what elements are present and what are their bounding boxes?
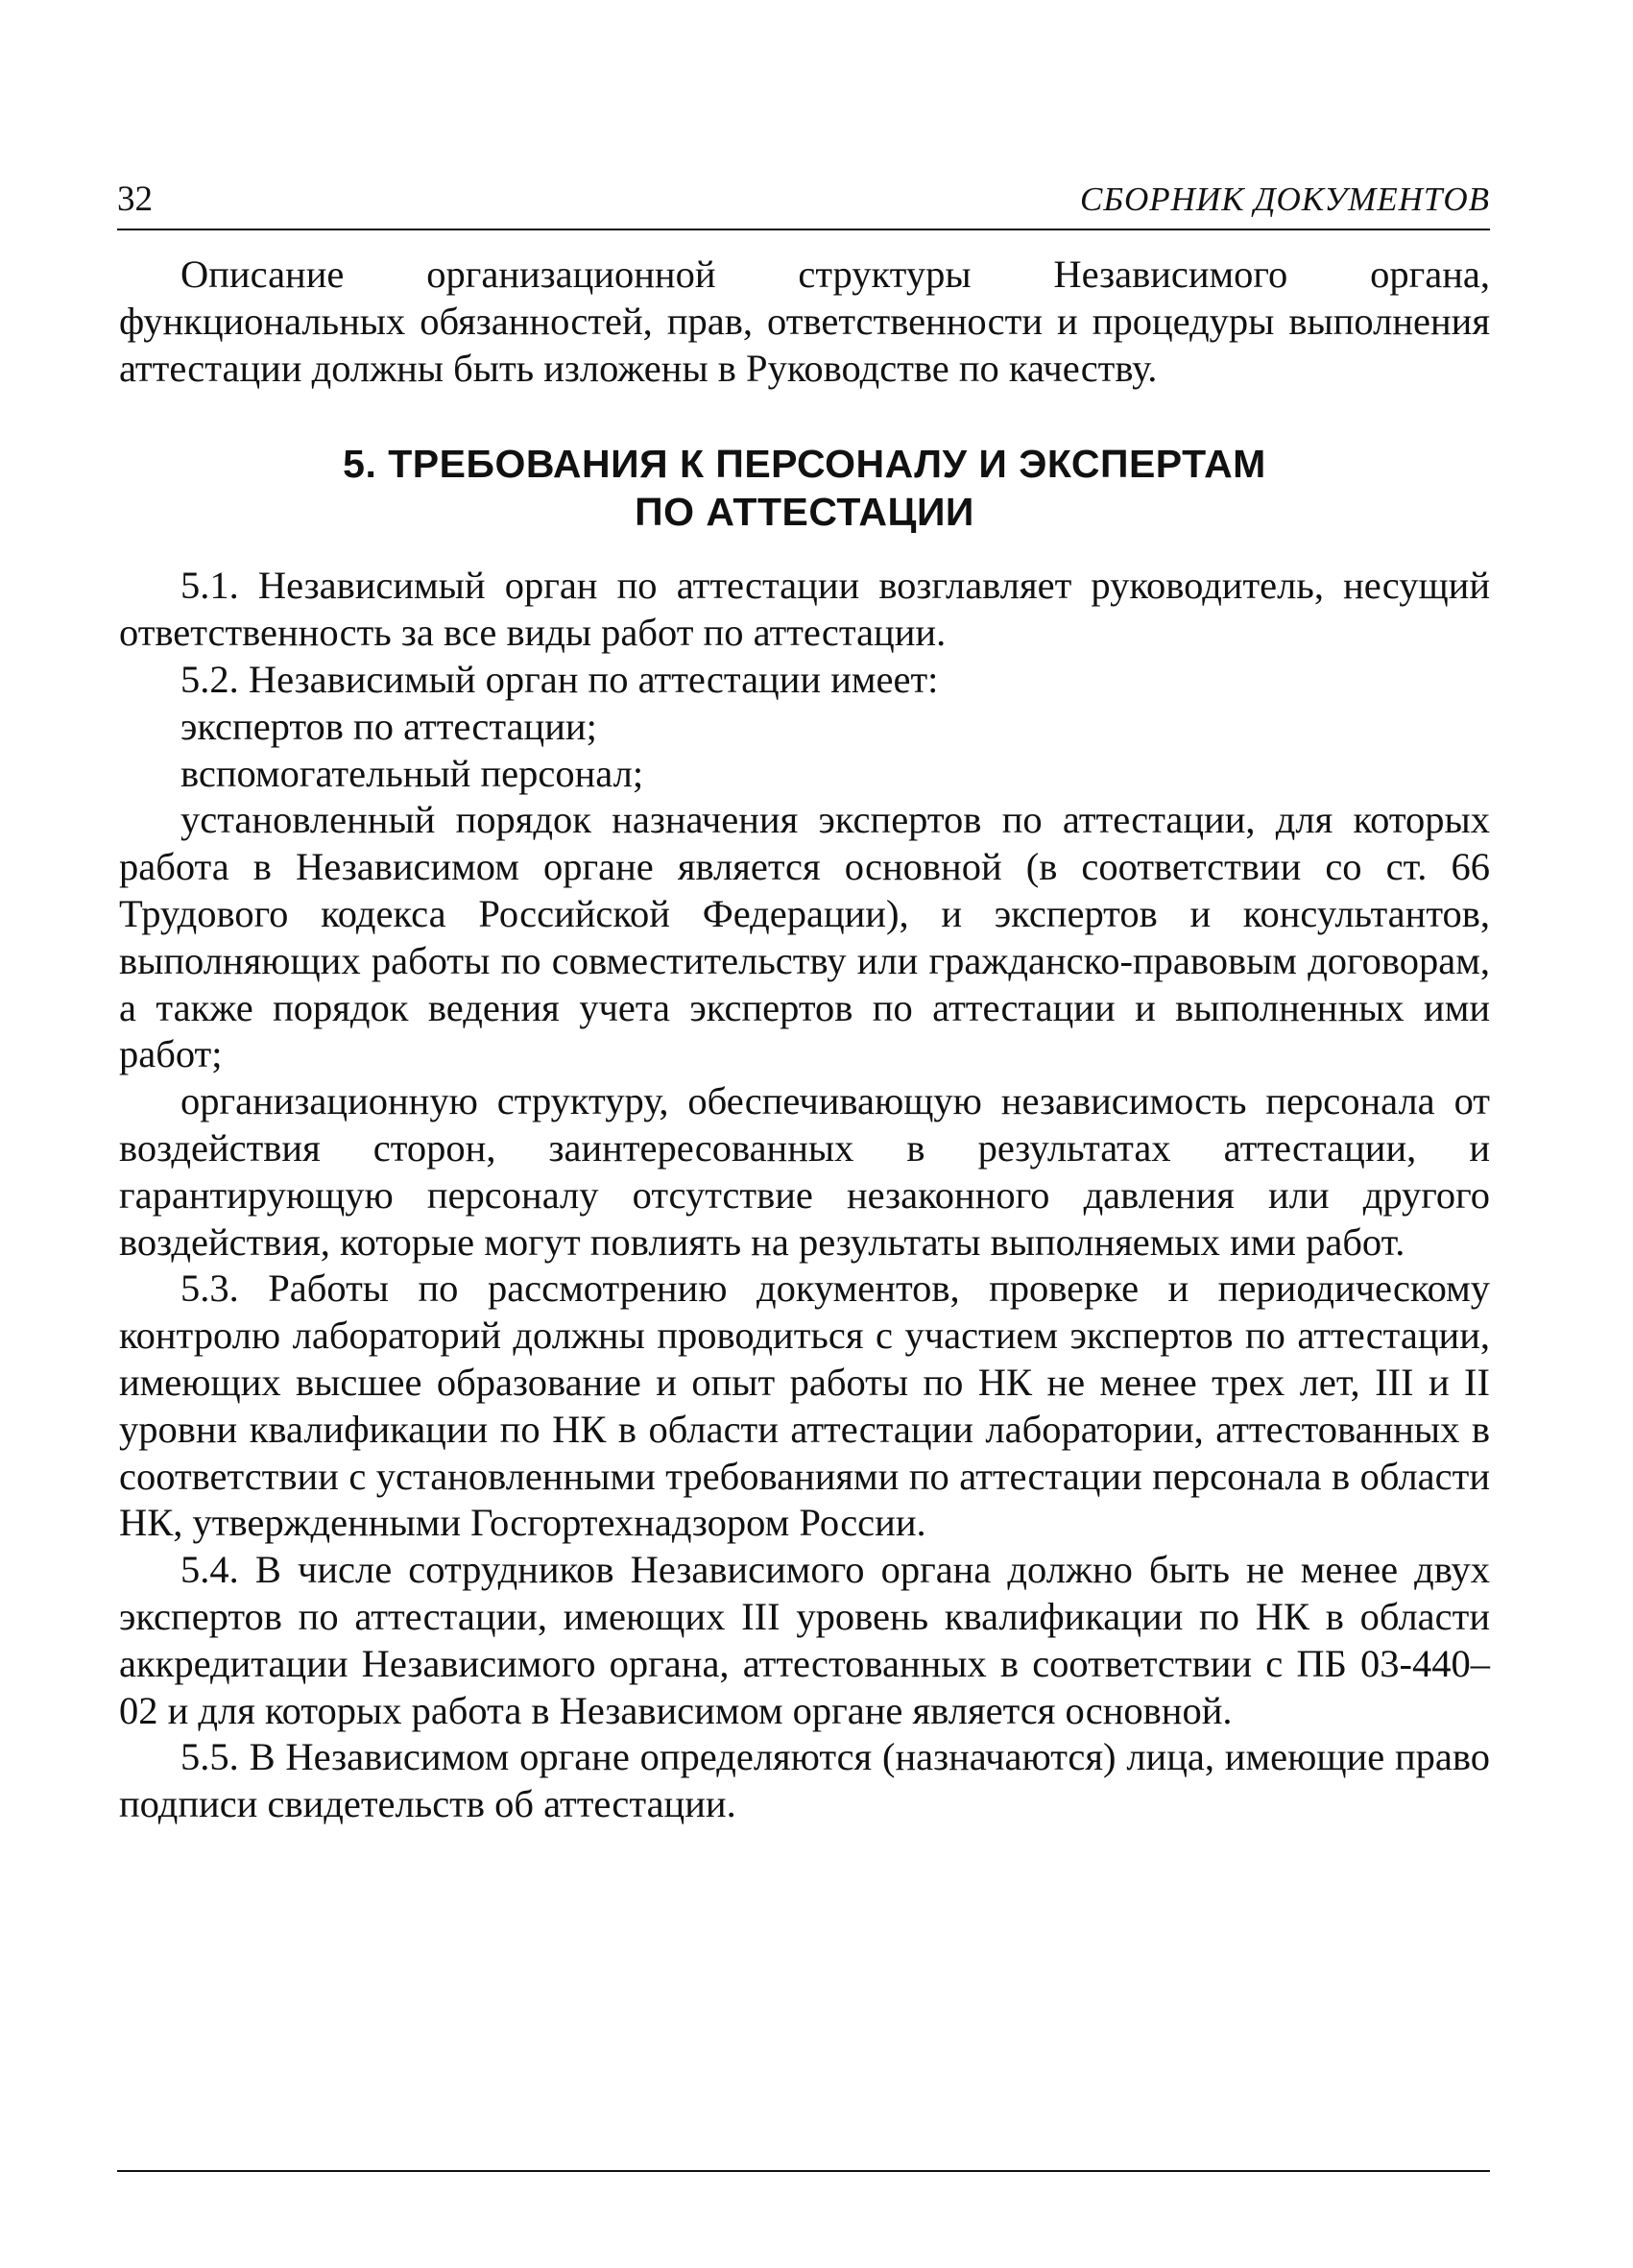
footer-rule xyxy=(117,2170,1490,2172)
intro-paragraph: Описание организационной структуры Независимого органа, функциональных обязанностей, прав, ответственности и процедуры выполнения аттестации должны быть изложены в Руководстве по качеству. xyxy=(119,253,1490,390)
list-item-experts: экспертов по аттестации; xyxy=(180,704,597,748)
paragraph-5-3: 5.3. Работы по рассмотрению документов, проверке и периодическому контролю лабораторий должны проводиться с участием экспертов по аттестации, имеющих высшее образование и опыт работы по НК не менее трех лет, III и II уровни квалификации по НК в области аттестации лаборатории, аттестованных в соответствии с установленными требованиями по аттестации персонала в области НК, утвержденными Госгортехнадзором России. xyxy=(119,1267,1490,1545)
page-number: 32 xyxy=(117,180,153,219)
list-item-support-staff: вспомогательный персонал; xyxy=(180,751,644,795)
list-item-org-structure: организационную структуру, обеспечивающую независимость персонала от воздействия сторон, заинтересованных в результатах аттестации, и гарантирующую персоналу отсутствие незаконного давления или другого воздействия, которые могут повлиять на результаты выполняемых ими работ. xyxy=(119,1079,1490,1264)
section-heading xyxy=(119,440,1490,536)
page-header xyxy=(117,179,1490,227)
paragraph-5-2: 5.2. Независимый орган по аттестации имеет: xyxy=(180,657,939,701)
header-rule xyxy=(117,229,1490,230)
paragraph-5-1: 5.1. Независимый орган по аттестации возглавляет руководитель, несущий ответственность за все виды работ по аттестации. xyxy=(119,564,1490,655)
paragraph-5-5: 5.5. В Независимом органе определяются (назначаются) лица, имеющие право подписи свидетельств об аттестации. xyxy=(119,1735,1490,1826)
list-item-appointment-procedure: установленный порядок назначения экспертов по аттестации, для которых работа в Независимом органе является основной (в соответствии со ст. 66 Трудового кодекса Российской Федерации), и экспертов и консультантов, выполняющих работы по совместительству или гражданско-правовым договорам, а также порядок ведения учета экспертов по аттестации и выполненных ими работ; xyxy=(119,798,1490,1076)
section-heading-line-2: ПО АТТЕСТАЦИИ xyxy=(635,490,974,535)
section-heading-line-1: 5. ТРЕБОВАНИЯ К ПЕРСОНАЛУ И ЭКСПЕРТАМ xyxy=(343,442,1266,487)
body-text xyxy=(119,252,1490,1828)
paragraph-5-4: 5.4. В числе сотрудников Независимого органа должно быть не менее двух экспертов по аттестации, имеющих III уровень квалификации по НК в области аккредитации Независимого органа, аттестованных в соответствии с ПБ 03-440–02 и для которых работа в Независимом органе является основной. xyxy=(119,1548,1490,1732)
running-title: СБОРНИК ДОКУМЕНТОВ xyxy=(1080,181,1490,218)
